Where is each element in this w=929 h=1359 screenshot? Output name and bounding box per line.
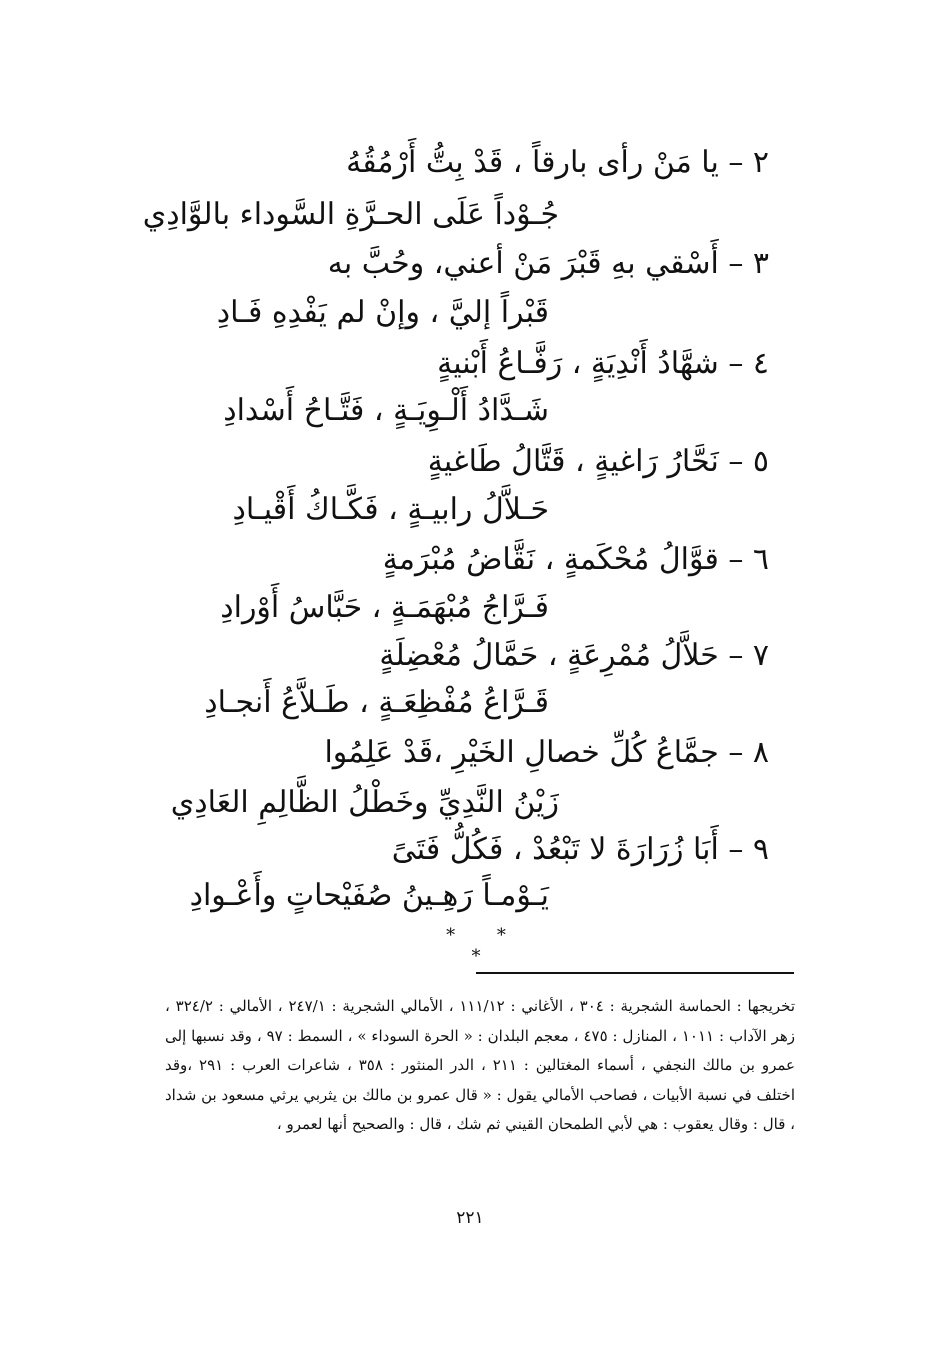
verse-9-second-hemistich: يَـوْمـاً رَهِـينُ صُفَيْحاتٍ وأَعْـوادِ xyxy=(189,878,549,913)
verse-6-first-hemistich: ٦ – قوَّالُ مُحْكَمةٍ ، نَقَّاضُ مُبْرَمةٍ xyxy=(382,542,769,577)
verse-6-second-hemistich: فَـرَّاجُ مُبْهَمَـةٍ ، حَبَّاسُ أَوْرادِ xyxy=(220,590,549,625)
verse-8-second-hemistich: زَيْنُ النَّدِيِّ وخَطْلُ الظَّالِمِ العَادِي xyxy=(170,785,559,820)
verse-5-first-hemistich: ٥ – نَحَّارُ رَاغيةٍ ، قَتَّالُ طَاغيةٍ xyxy=(427,444,769,479)
verse-3-second-hemistich: قَبْراً إليَّ ، وإنْ لم يَفْدِهِ فَـادِ xyxy=(216,295,549,330)
footnote-text: تخريجها : الحماسة الشجرية : ٣٠٤ ، الأغاني : ١١١/١٢ ، الأمالي الشجرية : ٢٤٧/١ ، الأمالي : ٣٢٤/٢ ، زهر الآداب : ١٠١١ ، المنازل : ٤٧٥ ، معجم البلدان : « الحرة السوداء » ، السمط : ٩٧ ، وقد نسبها إلى عمرو بن مالك النجفي ، أسماء المغتالين : ٢١١ ، الدر المنثور : ٣٥٨ ، شاعرات العرب : ٢٩١ ،وقد اختلف في نسبة الأبيات ، فصاحب الأمالي يقول : « قال عمرو بن مالك بن يثربي يرثي مسعود بن شداد ، قال : وقال يعقوب : هي لأبي الطمحان القيني ثم شك ، قال : والصحيح أنها لعمرو ، xyxy=(165,997,796,1133)
verse-9-first-hemistich: ٩ – أَبَا زُرَارَةَ لا تَبْعُدْ ، فَكُلُّ فَتَىً xyxy=(391,832,769,867)
verse-2-first-hemistich: ٢ – يا مَنْ رأى بارقاً ، قَدْ بِتُّ أَرْمُقُهُ xyxy=(346,145,769,180)
verse-4-first-hemistich: ٤ – شهَّادُ أَنْدِيَةٍ ، رَفَّـاعُ أَبْنيةٍ xyxy=(437,346,769,381)
verse-8-first-hemistich: ٨ – جمَّاعُ كُلِّ خصالِ الخَيْرِ ،قَدْ عَلِمُوا xyxy=(324,735,769,770)
page-number: ٢٢١ xyxy=(456,1208,484,1228)
section-separator: * * * xyxy=(446,925,524,967)
verse-7-first-hemistich: ٧ – حَلاَّلُ مُمْرِعَةٍ ، حَمَّالُ مُعْضِلَةٍ xyxy=(379,638,769,673)
verse-7-second-hemistich: قَـرَّاعُ مُفْظِعَـةٍ ، طَـلاَّعُ أَنجـادِ xyxy=(204,685,549,720)
verse-5-second-hemistich: حَـلاَّلُ رابيـةٍ ، فَكَّـاكُ أَقْيـادِ xyxy=(232,492,549,527)
verse-4-second-hemistich: شَـدَّادُ أَلْـوِيَـةٍ ، فَتَّـاحُ أَسْدادِ xyxy=(223,393,549,428)
verse-2-second-hemistich: جُـوْداً عَلَى الحـرَّةِ السَّوداء بالوَّادِي xyxy=(142,197,559,232)
footnote-divider xyxy=(476,972,794,974)
verse-3-first-hemistich: ٣ – أَسْقي بهِ قَبْرَ مَنْ أعني، وحُبَّ به xyxy=(327,246,769,281)
